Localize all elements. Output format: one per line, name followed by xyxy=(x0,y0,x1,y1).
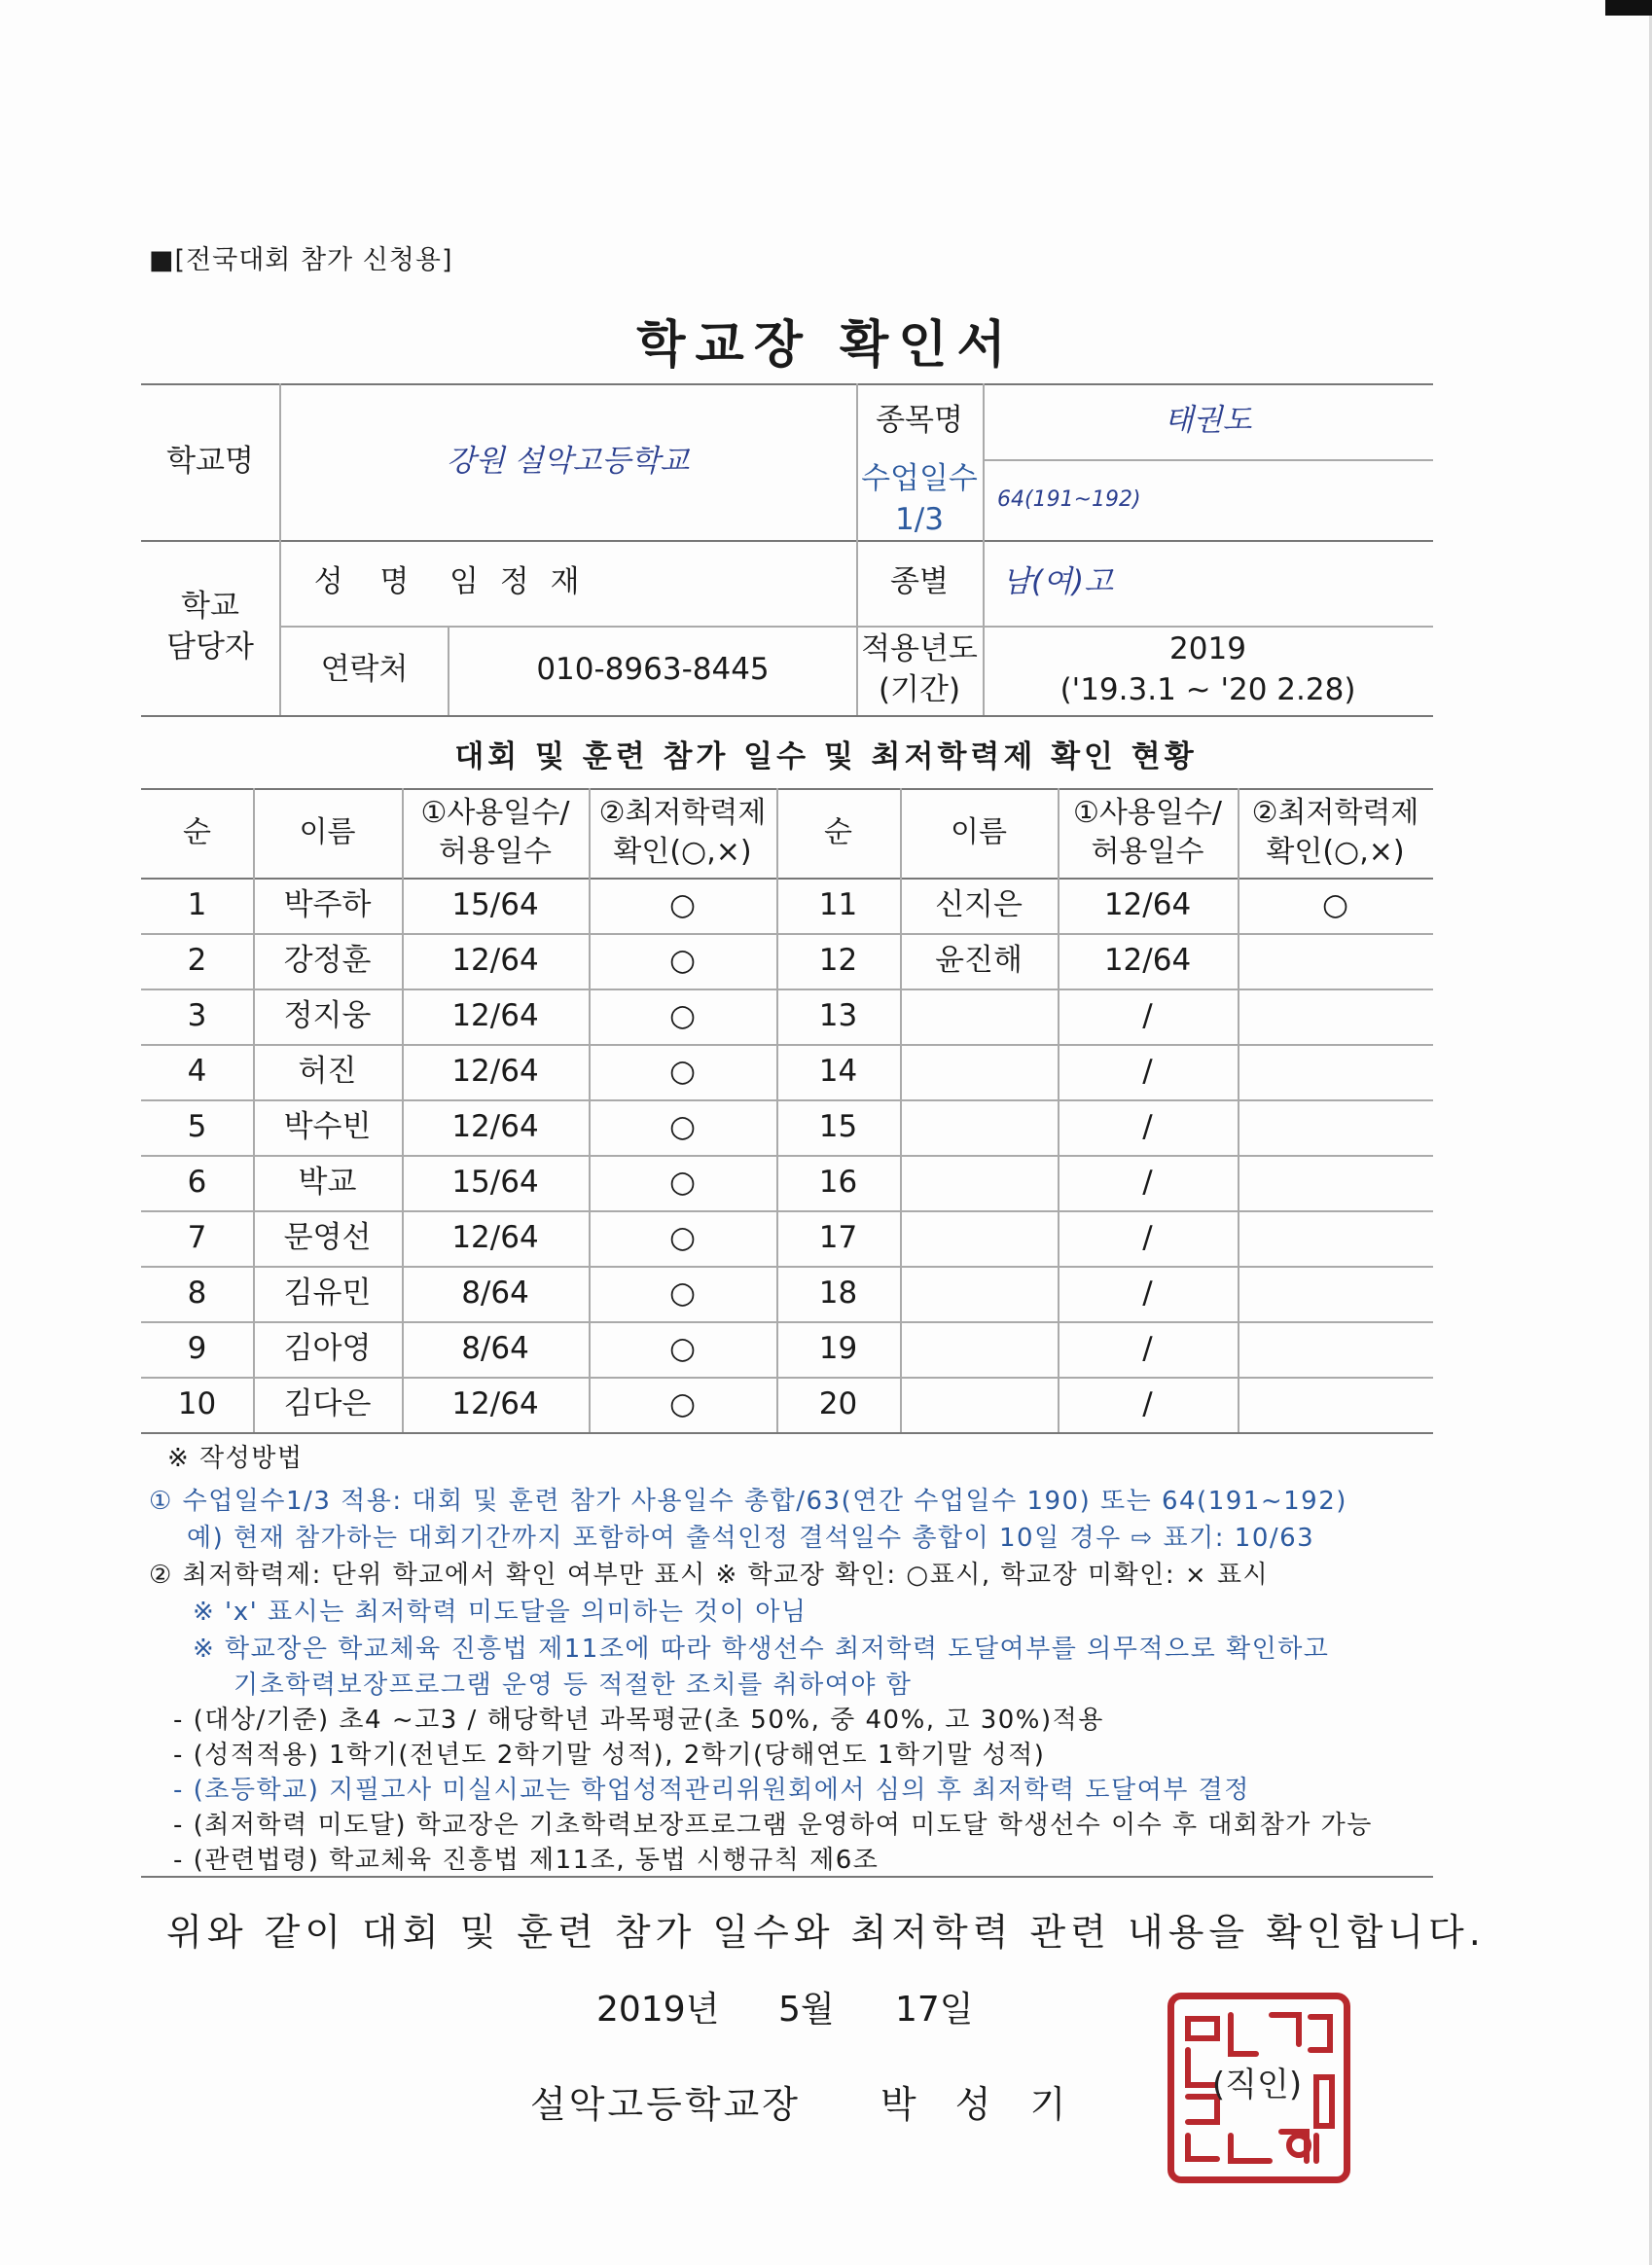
signer-name: 박 성 기 xyxy=(880,2083,1080,2126)
row-check: ○ xyxy=(668,1108,697,1144)
form-tag: ■[전국대회 참가 신청용] xyxy=(149,245,453,275)
row-check: ○ xyxy=(668,1219,697,1255)
name-value: 임 정 재 xyxy=(449,564,586,600)
scan-mark xyxy=(1605,0,1652,16)
note-detail-2: - (성적적용) 1학기(전년도 2학기말 성적), 2학기(당해연도 1학기말 성적) xyxy=(173,1741,1046,1770)
year-label-line2: (기간) xyxy=(878,672,961,707)
document-title: 학교장 확인서 xyxy=(636,316,1016,375)
row-name xyxy=(900,1266,1058,1321)
row-days: / xyxy=(1142,1385,1153,1421)
row-no: 15 xyxy=(818,1108,858,1144)
manager-label xyxy=(141,540,279,715)
row-check xyxy=(1238,933,1433,989)
row-check: ○ xyxy=(668,997,697,1033)
header-name-2: 이름 xyxy=(951,814,1007,849)
header-days-line2: 허용일수 xyxy=(439,835,552,869)
header-no-2: 순 xyxy=(824,814,852,849)
row-check xyxy=(1238,1155,1433,1210)
row-no: 6 xyxy=(187,1164,207,1200)
row-days: / xyxy=(1142,1164,1153,1200)
row-no: 9 xyxy=(187,1330,207,1366)
year-value xyxy=(983,626,1433,715)
row-days: 8/64 xyxy=(461,1330,529,1366)
row-days: / xyxy=(1142,1108,1153,1144)
row-name xyxy=(900,1321,1058,1377)
row-name: 박주하 xyxy=(283,886,372,922)
row-no: 8 xyxy=(187,1275,207,1311)
row-days: 12/64 xyxy=(1103,886,1192,922)
seal-label: (직인) xyxy=(1211,2066,1303,2104)
row-no: 4 xyxy=(187,1053,207,1089)
row-days: 12/64 xyxy=(451,1219,539,1255)
note-2-line4: 기초학력보장프로그램 운영 등 적절한 조치를 취하여야 함 xyxy=(233,1671,913,1700)
table-title: 대회 및 훈련 참가 일수 및 최저학력제 확인 현황 xyxy=(454,739,1198,774)
manager-label-line1: 학교 xyxy=(181,589,239,625)
row-no: 14 xyxy=(818,1053,858,1089)
header-days-line1: ①사용일수/ xyxy=(420,795,570,830)
row-name xyxy=(900,1044,1058,1099)
official-seal xyxy=(1167,1993,1350,2183)
note-1-line2: 예) 현재 참가하는 대회기간까지 포함하여 출석인정 결석일수 총합이 10일 경우 ⇨ 표기: 10/63 xyxy=(187,1524,1315,1553)
row-name xyxy=(900,1155,1058,1210)
row-check xyxy=(1238,1266,1433,1321)
row-check: ○ xyxy=(668,1385,697,1421)
gender-value: 남(여)고 xyxy=(1002,564,1114,600)
row-days: 12/64 xyxy=(451,1385,539,1421)
row-check: ○ xyxy=(668,942,697,978)
note-2-line1: ② 최저학력제: 단위 학교에서 확인 여부만 표시 ※ 학교장 확인: ○표시, 학교장 미확인: × 표시 xyxy=(149,1561,1270,1590)
confirm-statement: 위와 같이 대회 및 훈련 참가 일수와 최저학력 관련 내용을 확인합니다. xyxy=(166,1911,1486,1954)
row-check xyxy=(1238,1099,1433,1155)
year-value-line1: 2019 xyxy=(1169,631,1246,667)
row-days: / xyxy=(1142,1330,1153,1366)
row-days: 12/64 xyxy=(451,1053,539,1089)
note-1-line1: ① 수업일수1/3 적용: 대회 및 훈련 참가 사용일수 총합/63(연간 수업일수 190) 또는 64(191~192) xyxy=(149,1487,1347,1516)
row-days: / xyxy=(1142,1053,1153,1089)
date-day: 17일 xyxy=(895,1990,974,2030)
contact-label: 연락처 xyxy=(320,652,409,688)
row-days: / xyxy=(1142,1219,1153,1255)
row-no: 18 xyxy=(818,1275,858,1311)
year-value-line2: ('19.3.1 ~ '20 2.28) xyxy=(1059,672,1356,707)
note-detail-5: - (관련법령) 학교체육 진흥법 제11조, 동법 시행규칙 제6조 xyxy=(173,1846,880,1875)
row-check: ○ xyxy=(1321,886,1349,922)
row-no: 11 xyxy=(818,886,858,922)
row-name: 윤진해 xyxy=(935,942,1023,978)
row-days: / xyxy=(1142,997,1153,1033)
row-no: 5 xyxy=(187,1108,207,1144)
row-check xyxy=(1238,1044,1433,1099)
row-name: 허진 xyxy=(298,1053,357,1089)
sport-value: 태권도 xyxy=(1164,403,1252,439)
row-no: 13 xyxy=(818,997,858,1033)
note-2-line3: ※ 학교장은 학교체육 진흥법 제11조에 따라 학생선수 최저학력 도달여부를 의무적으로 확인하고 xyxy=(193,1635,1330,1664)
note-detail-4: - (최저학력 미도달) 학교장은 기초학력보장프로그램 운영하여 미도달 학생선수 이수 후 대회참가 가능 xyxy=(173,1811,1373,1840)
row-days: 12/64 xyxy=(451,997,539,1033)
divider xyxy=(141,1876,1433,1878)
school-name-value: 강원 설악고등학교 xyxy=(446,443,690,479)
row-no: 7 xyxy=(187,1219,207,1255)
header-confirm-line2: 확인(○,×) xyxy=(613,835,752,869)
year-label-line1: 적용년도 xyxy=(861,631,978,667)
row-no: 16 xyxy=(818,1164,858,1200)
header-confirm-2 xyxy=(1238,788,1433,878)
row-check xyxy=(1238,1321,1433,1377)
row-no: 20 xyxy=(818,1385,858,1421)
row-name: 김유민 xyxy=(283,1275,372,1311)
header-confirm-2-line1: ②최저학력제 xyxy=(1251,795,1419,830)
row-name: 김아영 xyxy=(283,1330,372,1366)
row-no: 17 xyxy=(818,1219,858,1255)
sport-label: 종목명 xyxy=(876,403,963,439)
gender-label: 종별 xyxy=(890,564,949,600)
row-no: 12 xyxy=(818,942,858,978)
header-days-2 xyxy=(1058,788,1238,878)
header-confirm xyxy=(589,788,776,878)
header-days xyxy=(402,788,589,878)
row-check: ○ xyxy=(668,886,697,922)
row-name: 박교 xyxy=(298,1164,357,1200)
class-days-label-line1: 수업일수 xyxy=(861,460,978,496)
header-confirm-line1: ②최저학력제 xyxy=(598,795,767,830)
row-check xyxy=(1238,1377,1433,1432)
header-no: 순 xyxy=(183,814,211,849)
row-no: 2 xyxy=(187,942,207,978)
contact-value: 010-8963-8445 xyxy=(536,652,770,688)
row-no: 10 xyxy=(177,1385,217,1421)
notes-heading: ※ 작성방법 xyxy=(167,1444,304,1473)
row-days: 8/64 xyxy=(461,1275,529,1311)
row-name: 문영선 xyxy=(283,1219,372,1255)
header-confirm-2-line2: 확인(○,×) xyxy=(1266,835,1405,869)
row-name: 정지웅 xyxy=(283,997,372,1033)
row-check: ○ xyxy=(668,1053,697,1089)
row-name xyxy=(900,1210,1058,1266)
date-month: 5월 xyxy=(778,1990,835,2030)
row-days: 15/64 xyxy=(451,1164,539,1200)
row-no: 3 xyxy=(187,997,207,1033)
header-days-2-line2: 허용일수 xyxy=(1091,835,1204,869)
row-name: 박수빈 xyxy=(283,1108,372,1144)
row-name xyxy=(900,1099,1058,1155)
row-days: 12/64 xyxy=(451,942,539,978)
row-check: ○ xyxy=(668,1164,697,1200)
header-name: 이름 xyxy=(299,814,356,849)
school-name-label: 학교명 xyxy=(166,443,254,479)
row-name: 신지은 xyxy=(935,886,1023,922)
row-no: 19 xyxy=(818,1330,858,1366)
name-label: 성 명 xyxy=(313,564,415,600)
date-year: 2019년 xyxy=(596,1990,720,2030)
row-check xyxy=(1238,989,1433,1044)
row-name: 강정훈 xyxy=(283,942,372,978)
row-days: 15/64 xyxy=(451,886,539,922)
signer-title: 설악고등학교장 xyxy=(530,2083,801,2126)
row-days: / xyxy=(1142,1275,1153,1311)
row-name xyxy=(900,1377,1058,1432)
note-detail-1: - (대상/기준) 초4 ~고3 / 해당학년 과목평균(초 50%, 중 40%, 고 30%)적용 xyxy=(173,1706,1104,1735)
class-days-value: 64(191~192) xyxy=(997,486,1141,512)
note-2-line2: ※ 'x' 표시는 최저학력 미도달을 의미하는 것이 아님 xyxy=(193,1598,808,1627)
row-days: 12/64 xyxy=(451,1108,539,1144)
row-name: 김다은 xyxy=(283,1385,372,1421)
class-days-label xyxy=(856,459,983,540)
row-check: ○ xyxy=(668,1275,697,1311)
row-days: 12/64 xyxy=(1103,942,1192,978)
class-days-label-line2: 1/3 xyxy=(895,501,944,537)
row-check: ○ xyxy=(668,1330,697,1366)
manager-label-line2: 담당자 xyxy=(166,629,254,665)
year-label xyxy=(856,626,983,715)
note-detail-3: - (초등학교) 지필고사 미실시교는 학업성적관리위원회에서 심의 후 최저학력 도달여부 결정 xyxy=(173,1776,1250,1805)
row-no: 1 xyxy=(187,886,207,922)
row-name xyxy=(900,989,1058,1044)
row-check xyxy=(1238,1210,1433,1266)
header-days-2-line1: ①사용일수/ xyxy=(1073,795,1222,830)
